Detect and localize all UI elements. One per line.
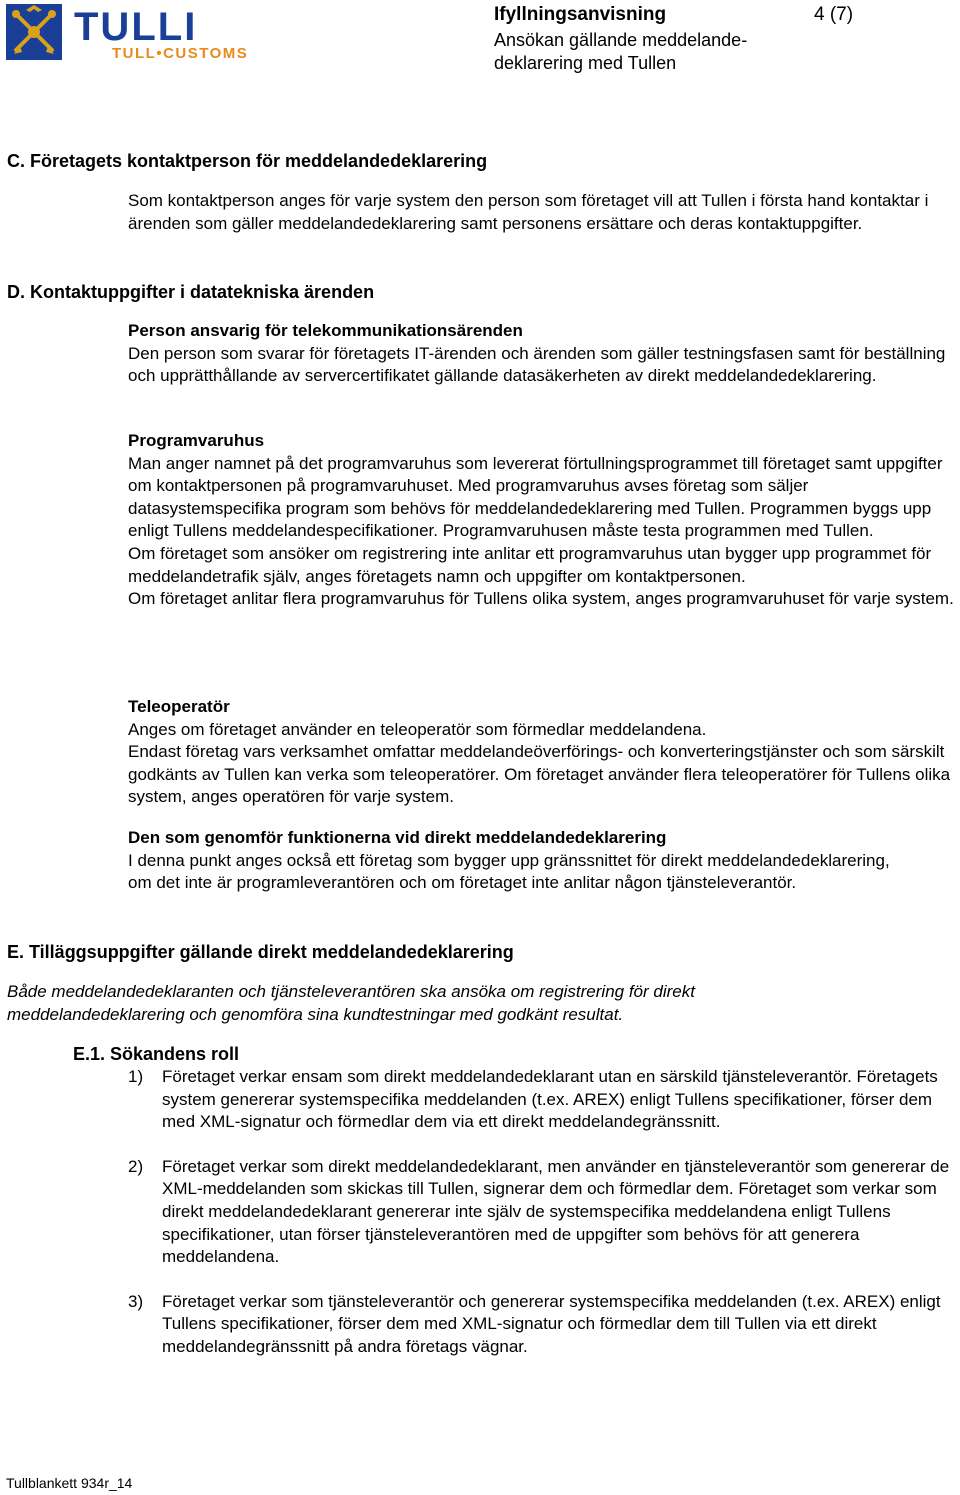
list-item (128, 1156, 958, 1269)
page-number: 4 (7) (814, 4, 854, 25)
section-d-heading: D. Kontaktuppgifter i datatekniska ärenden (7, 282, 375, 302)
tulli-logo (4, 2, 294, 64)
teleop-heading: Teleoperatör (128, 697, 230, 716)
role-list (128, 1066, 958, 1381)
prog-text-3: Om företaget anlitar flera programvaruhus för Tullens olika system, anges programvaruhuset för varje system. (128, 589, 954, 609)
prog-text-1: Man anger namnet på det programvaruhus som levererat förtullningsprogrammet till företaget samt uppgifter om kontaktpersonen på programvaruhuset. Med programvaruhus avses företag som säljer datasystemspecifika program som behövs för meddelandedeklarering med Tullen. Programmen byggs upp enligt Tullens meddelandespecifikationer. Programvaruhusen måste testa programmen med Tullen. (128, 453, 943, 541)
form-id: Tullblankett 934r_14 (6, 1475, 133, 1491)
document-subtitle (494, 29, 814, 75)
section-c-text: Som kontaktperson anges för varje system den person som företaget vill att Tullen i första hand kontaktar i ärenden som gäller meddelandedeklarering samt personens ersättare och deras kontaktuppgifter. (128, 191, 929, 233)
section-c-heading: C. Företagets kontaktperson för meddelandedeklarering (7, 151, 488, 171)
list-item (128, 1291, 958, 1359)
teleop-block (128, 696, 960, 809)
list-item (128, 1066, 958, 1134)
list-item-number: 2) (128, 1156, 144, 1176)
tulli-emblem-icon (4, 2, 294, 64)
prog-text-2: Om företaget som ansöker om registrering inte anlitar ett programvaruhus utan bygger upp programmet för meddelandetrafik själv, anges företagets namn och uppgifter om kontaktpersonen. (128, 543, 932, 586)
teleop-text-2: Endast företag vars verksamhet omfattar meddelandeöverförings- och konverteringstjänster och som särskilt godkänts av Tullen kan verka som teleoperatörer. Om företaget använder flera teleoperatörer för Tullens olika system, anges operatören för varje system. (128, 742, 951, 807)
logo-text: TULLI (74, 5, 198, 49)
func-block (128, 827, 908, 895)
e1-heading: E.1. Sökandens roll (73, 1044, 240, 1064)
section-e-italic-text: Både meddelandedeklaranten och tjänsteleverantören ska ansöka om registrering för direkt meddelandedeklarering och genomföra sina kundtestningar med godkänt resultat. (7, 982, 695, 1024)
teleop-text-1: Anges om företaget använder en teleoperatör som förmedlar meddelandena. (128, 719, 707, 739)
list-item-text: Företaget verkar ensam som direkt meddelandedeklarant utan en särskild tjänsteleverantör. Företagets system genererar systemspecifika meddelanden (t.ex. AREX) enligt Tullens specifikationer, förser dem med XML-signatur och förmedlar dem via ett direkt meddelandegränssnitt. (162, 1067, 938, 1132)
document-title: Ifyllningsanvisning (494, 4, 667, 25)
tele-block (128, 320, 958, 388)
list-item-number: 3) (128, 1291, 144, 1311)
list-item-text: Företaget verkar som direkt meddelandedeklarant, men använder en tjänsteleverantör som genererar de XML-meddelanden som skickas till Tullen, signerar dem och förmedlar dem. Företaget som verkar som direkt meddelandedeklarant genererar inte själv de systemspecifika meddelandena enligt Tullens specifikationer, utan förser tjänsteleverantören med de uppgifter som behövs för att generera meddelandena. (162, 1156, 950, 1267)
subtitle-line-1: Ansökan gällande meddelande- (494, 30, 748, 50)
prog-heading: Programvaruhus (128, 431, 265, 450)
section-e-heading: E. Tilläggsuppgifter gällande direkt meddelandedeklarering (7, 942, 514, 962)
tele-text: Den person som svarar för företagets IT-ärenden och ärenden som gäller testningsfasen samt för beställning och upprätthållande av servercertifikatet gällande datasäkerheten av direkt meddelandedeklarering. (128, 343, 946, 386)
list-item-number: 1) (128, 1067, 144, 1086)
logo-subtext: TULL•CUSTOMS (112, 45, 249, 62)
prog-block (128, 430, 958, 611)
list-item-text: Företaget verkar som tjänsteleverantör och genererar systemspecifika meddelanden (t.ex. AREX) enligt Tullens specifikationer, förser dem med XML-signatur och förmedlar dem till Tullen via ett direkt meddelandegränssnitt på andra företags vägnar. (162, 1291, 941, 1356)
func-heading: Den som genomför funktionerna vid direkt meddelandedeklarering (128, 828, 667, 847)
func-text: I denna punkt anges också ett företag som bygger upp gränssnittet för direkt meddelandedeklarering, om det inte är programleverantören och om företaget inte anlitar någon tjänsteleverantör. (128, 850, 890, 893)
tele-heading: Person ansvarig för telekommunikationsärenden (128, 321, 523, 340)
subtitle-line-2: deklarering med Tullen (494, 53, 677, 73)
